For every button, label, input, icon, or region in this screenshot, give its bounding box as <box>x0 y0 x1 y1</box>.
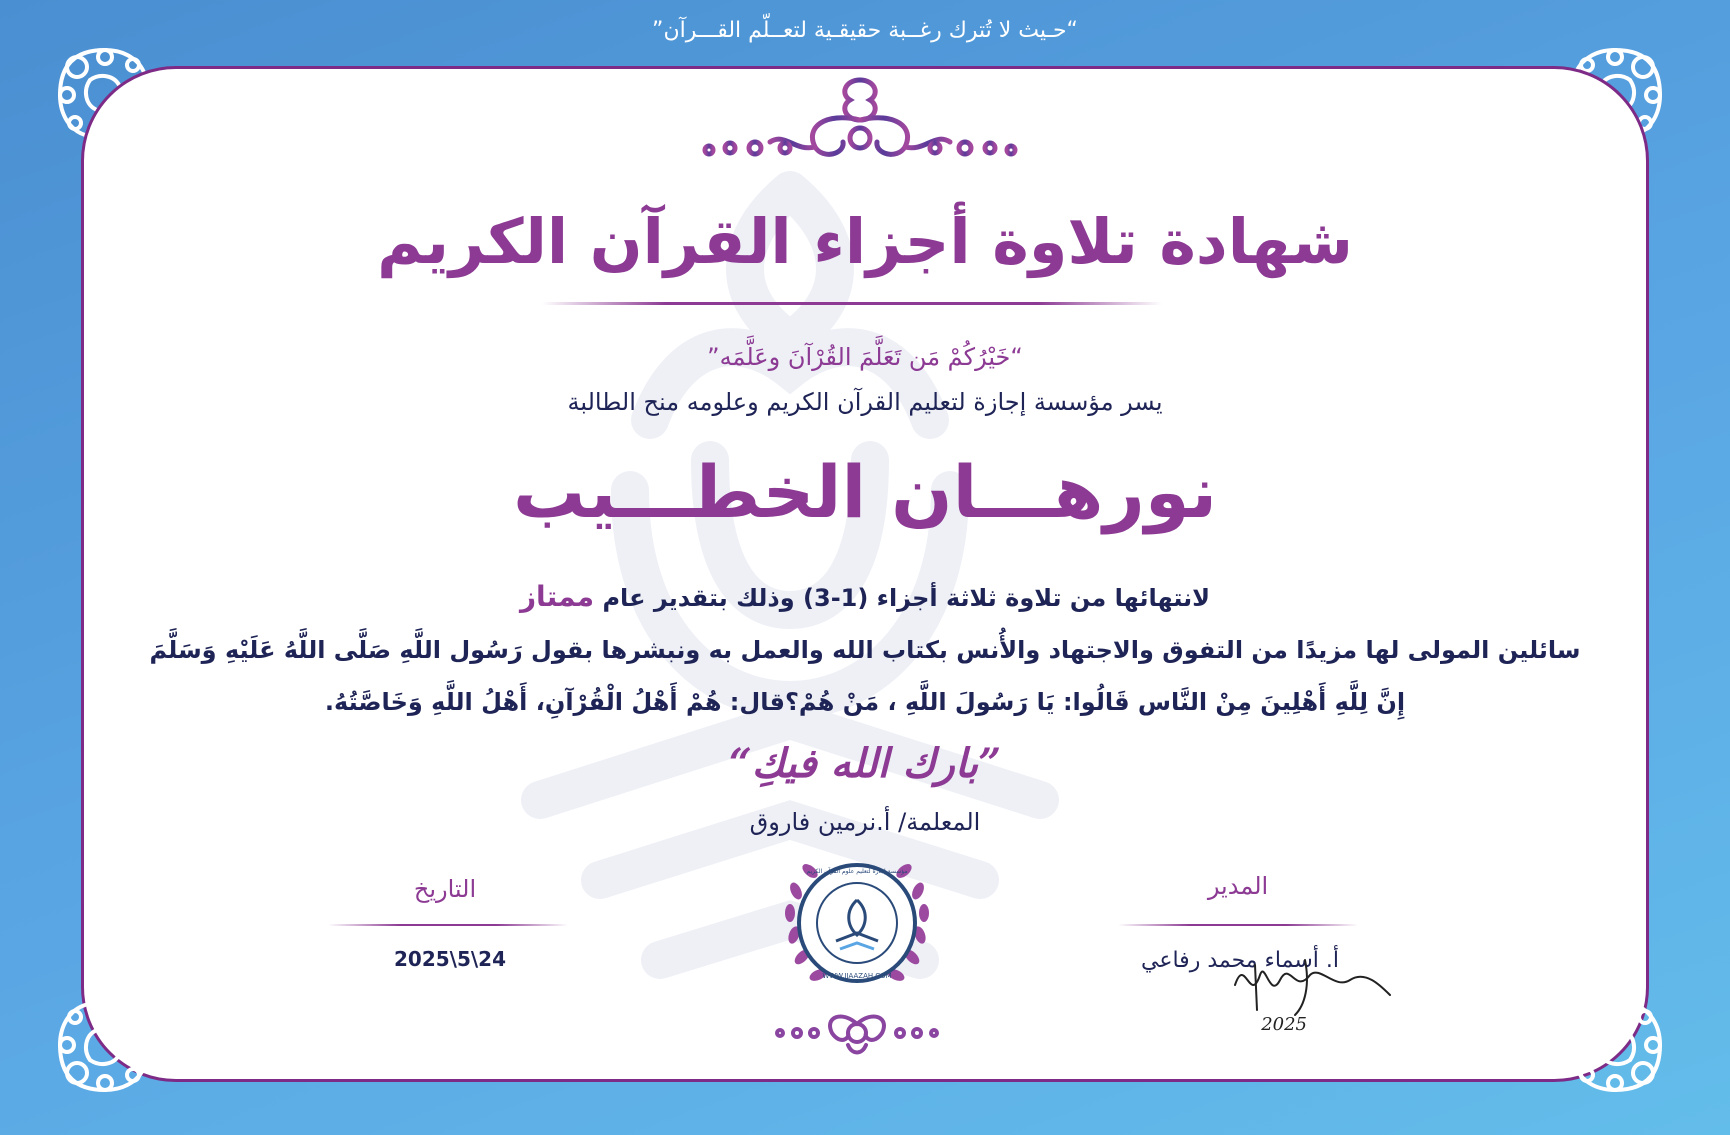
completion-text: لانتهائها من تلاوة ثلاثة أجزاء (1-3) وذلك بتقدير عام <box>602 584 1211 612</box>
corner-ornament-icon <box>45 985 165 1105</box>
title-divider <box>542 302 1162 305</box>
header-tagline: “حـيث لا تُترك رغــبة حقيقـية لتعــلّم القـــرآن” <box>652 18 1078 43</box>
bottom-ornament-icon <box>762 1005 952 1060</box>
hadith-text: “خَيْرُكُمْ مَن تَعَلَّمَ القُرْآنَ وعَلَّمَه” <box>707 343 1023 371</box>
seal-url: WWW.IJAAZAH.COM <box>822 972 892 980</box>
manager-name: أ. أسماء محمد رفاعي <box>1141 948 1339 973</box>
date-line <box>328 924 568 926</box>
teacher-name: المعلمة/ أ.نرمين فاروق <box>749 808 981 836</box>
seal-text: مؤسسة إجازة لتعليم علوم القرآن الكريم <box>806 868 908 875</box>
signature-icon <box>1215 935 1395 1035</box>
certificate-title: شهادة تلاوة أجزاء القرآن الكريم <box>377 205 1353 278</box>
intro-text: يسر مؤسسة إجازة لتعليم القرآن الكريم وعلومه منح الطالبة <box>567 388 1163 416</box>
corner-ornament-icon <box>1555 985 1675 1105</box>
top-ornament-icon <box>695 72 1025 164</box>
grade-value: ممتاز <box>519 580 595 613</box>
date-label: التاريخ <box>413 875 477 903</box>
manager-line <box>1118 924 1358 926</box>
date-value: 2025\5\24 <box>393 947 507 971</box>
student-name: نورهـــان الخطـــيب <box>512 450 1218 534</box>
hadith-quote: إِنَّ لِلَّهِ أَهْلِينَ مِنْ النَّاس قَالُوا: يَا رَسُولَ اللَّهِ ، مَنْ هُمْ؟قال: هُمْ أَهْلُ الْقُرْآنِ، أَهْلُ اللَّهِ وَخَاصَّتُهُ. <box>324 688 1406 716</box>
blessing-text: ”بارك الله فيكِ“ <box>728 740 1002 787</box>
completion-line <box>0 580 1730 613</box>
signature-year: 2025 <box>1261 1014 1307 1035</box>
prayer-text: سائلين المولى لها مزيدًا من التفوق والاجتهاد والأُنس بكتاب الله والعمل به ونبشرها بقول رَسُول اللَّهِ صَلَّى اللَّهُ عَلَيْهِ وَسَلَّمَ <box>149 636 1581 664</box>
manager-label: المدير <box>1207 872 1269 900</box>
